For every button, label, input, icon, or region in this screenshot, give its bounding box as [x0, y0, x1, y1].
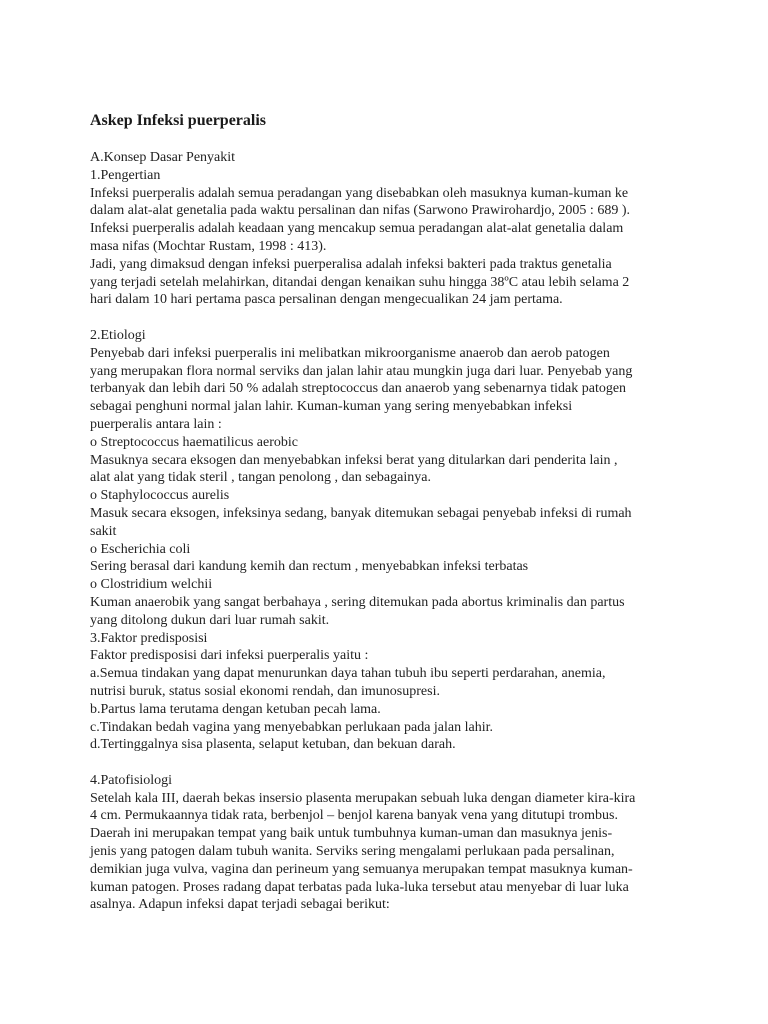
text-line: o Streptococcus haematilicus aerobic [90, 434, 298, 450]
text-line: 2.Etiologi [90, 327, 146, 343]
text-line: terbanyak dan lebih dari 50 % adalah streptococcus dan anaerob yang sebenarnya tidak patogen [90, 381, 627, 397]
text-line: hari dalam 10 hari pertama pasca persalinan dengan mengecualikan 24 jam pertama. [90, 292, 563, 308]
text-line: Infeksi puerperalis adalah keadaan yang mencakup semua peradangan alat-alat genetalia dalam [90, 221, 624, 237]
text-line: 1.Pengertian [90, 167, 161, 183]
text-line: Infeksi puerperalis adalah semua peradangan yang disebabkan oleh masuknya kuman-kuman ke [90, 185, 629, 201]
document-title: Askep Infeksi puerperalis [90, 112, 267, 129]
text-line: yang ditolong dukun dari luar rumah sakit. [90, 612, 330, 628]
blank-line [90, 754, 708, 772]
blank-line [90, 309, 708, 327]
text-line: d.Tertinggalnya sisa plasenta, selaput ketuban, dan bekuan darah. [90, 737, 456, 753]
text-line: jenis yang patogen dalam tubuh wanita. Serviks sering mengalami perlukaan pada persalinan, [90, 844, 615, 860]
text-line: Setelah kala III, daerah bekas insersio plasenta merupakan sebuah luka dengan diameter kira-kira [90, 790, 636, 806]
text-line: c.Tindakan bedah vagina yang menyebabkan perlukaan pada jalan lahir. [90, 719, 494, 735]
text-line: sebagai penghuni normal jalan lahir. Kuman-kuman yang sering menyebabkan infeksi [90, 399, 573, 415]
text-line: Masuknya secara eksogen dan menyebabkan infeksi berat yang ditularkan dari penderita lain , [90, 452, 618, 468]
text-line: Daerah ini merupakan tempat yang baik untuk tumbuhnya kuman-uman dan masuknya jenis- [90, 826, 613, 842]
text-line: puerperalis antara lain : [90, 416, 222, 432]
text-line: o Clostridium welchii [90, 577, 213, 593]
text-line: o Staphylococcus aurelis [90, 488, 230, 504]
text-line: 3.Faktor predisposisi [90, 630, 208, 646]
text-line: nutrisi buruk, status sosial ekonomi rendah, dan imunosupresi. [90, 683, 440, 699]
text-line: asalnya. Adapun infeksi dapat terjadi sebagai berikut: [90, 897, 390, 913]
text-line: 4.Patofisiologi [90, 772, 173, 788]
text-line: yang terjadi setelah melahirkan, ditandai dengan kenaikan suhu hingga 38ºC atau lebih selama 2 [90, 274, 630, 290]
text-line: Masuk secara eksogen, infeksinya sedang, banyak ditemukan sebagai penyebab infeksi di rumah [90, 505, 632, 521]
document-body [90, 149, 708, 914]
text-line: kuman patogen. Proses radang dapat terbatas pada luka-luka tersebut atau menyebar di luar luka [90, 879, 629, 895]
text-line: 4 cm. Permukaannya tidak rata, berbenjol – benjol karena banyak vena yang ditutupi trombus. [90, 808, 618, 824]
text-line: Jadi, yang dimaksud dengan infeksi puerperalisa adalah infeksi bakteri pada traktus genetalia [90, 256, 612, 272]
text-line: o Escherichia coli [90, 541, 191, 557]
text-line: Penyebab dari infeksi puerperalis ini melibatkan mikroorganisme anaerob dan aerob patogen [90, 345, 610, 361]
text-line: Kuman anaerobik yang sangat berbahaya , sering ditemukan pada abortus kriminalis dan partus [90, 594, 625, 610]
text-line: b.Partus lama terutama dengan ketuban pecah lama. [90, 701, 381, 717]
text-line: masa nifas (Mochtar Rustam, 1998 : 413). [90, 238, 327, 254]
text-line: dalam alat-alat genetalia pada waktu persalinan dan nifas (Sarwono Prawirohardjo, 2005 : 689 ). [90, 203, 630, 219]
text-line: sakit [90, 523, 117, 539]
text-line: Sering berasal dari kandung kemih dan rectum , menyebabkan infeksi terbatas [90, 559, 529, 575]
text-line: yang merupakan flora normal serviks dan jalan lahir atau mungkin juga dari luar. Penyebab yang [90, 363, 633, 379]
text-line: alat alat yang tidak steril , tangan penolong , dan sebagainya. [90, 470, 431, 486]
text-line: demikian juga vulva, vagina dan perineum yang semuanya merupakan tempat masuknya kuman- [90, 861, 633, 877]
text-line: Faktor predisposisi dari infeksi puerperalis yaitu : [90, 648, 369, 664]
text-line: a.Semua tindakan yang dapat menurunkan daya tahan tubuh ibu seperti perdarahan, anemia, [90, 666, 606, 682]
text-line: A.Konsep Dasar Penyakit [90, 150, 236, 165]
